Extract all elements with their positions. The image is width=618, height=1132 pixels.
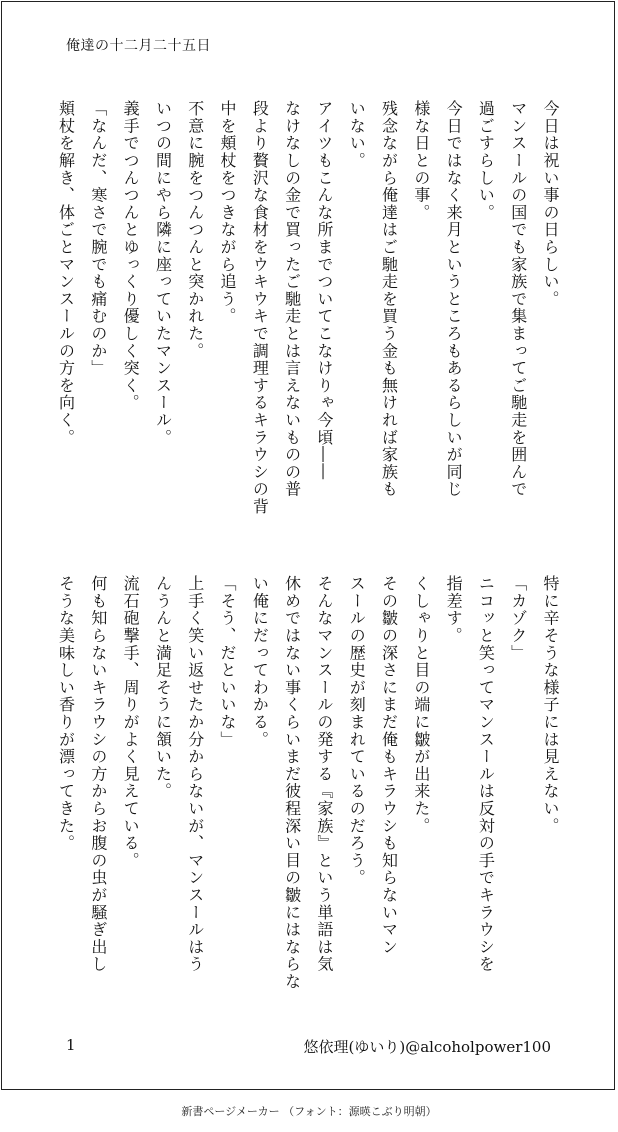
text-line: ニコッと笑ってマンスールは反対の手でキラウシを: [476, 575, 496, 973]
text-line: 義手でつんつんとゆっくり優しく突く。: [121, 100, 141, 412]
page-title: 俺達の十二月二十五日: [66, 38, 211, 54]
text-line: アイツもこんな所までついてこなけりゃ今頃――: [314, 100, 334, 481]
text-line: 不意に腕をつんつんと突かれた。: [185, 100, 205, 360]
text-line: そうな美味しい香りが漂ってきた。: [56, 575, 76, 852]
text-block-bottom: [49, 575, 566, 1005]
text-line: 今日ではなく来月というところもあるらしいが同じ: [444, 100, 464, 498]
text-line: 頬杖を解き、体ごとマンスールの方を向く。: [56, 100, 76, 446]
text-line: その皺の深さにまだ俺もキラウシも知らないマン: [379, 575, 399, 956]
text-line: んうんと満足そうに頷いた。: [153, 575, 173, 800]
text-line: マンスールの国でも家族で集まってご馳走を囲んで: [508, 100, 528, 498]
author-credit: 悠依理(ゆいり)@alcoholpower100: [303, 1038, 551, 1056]
text-line: 「そう、だといいな」: [218, 575, 238, 748]
text-line: いない。: [347, 100, 367, 170]
page-number: 1: [66, 1036, 76, 1054]
text-line: 休めではない事くらいまだ彼程深い目の皺にはならな: [282, 575, 302, 991]
text-line: 残念ながら俺達はご馳走を買う金も無ければ家族も: [379, 100, 399, 498]
text-line: 上手く笑い返せたか分からないが、マンスールはう: [185, 575, 205, 973]
text-line: 様な日との事。: [411, 100, 431, 222]
text-line: 「なんだ、寒さで腕でも痛むのか」: [88, 100, 108, 377]
text-line: 今日は祝い事の日らしい。: [541, 100, 560, 308]
text-block-top: [49, 100, 566, 530]
text-line: いつの間にやら隣に座っていたマンスール。: [153, 100, 173, 446]
text-line: 「カゾク」: [508, 575, 528, 662]
text-line: 中を頬杖をつきながら追う。: [218, 100, 238, 325]
text-line: 何も知らないキラウシの方からお腹の虫が騒ぎ出し: [88, 575, 108, 973]
text-line: そんなマンスールの発する『家族』という単語は気: [314, 575, 334, 973]
text-line: 段より贅沢な食材をウキウキで調理するキラウシの背: [250, 100, 270, 516]
text-line: 過ごすらしい。: [476, 100, 496, 222]
text-line: なけなしの金で買ったご馳走とは言えないものの普: [282, 100, 302, 498]
text-line: い俺にだってわかる。: [250, 575, 270, 748]
text-line: 特に辛そうな様子には見えない。: [541, 575, 560, 835]
text-line: スールの歴史が刻まれているのだろう。: [347, 575, 367, 887]
text-line: 指差す。: [444, 575, 464, 645]
generator-credit: 新書ページメーカー （フォント：源暎こぶり明朝）: [181, 1105, 437, 1118]
text-line: 流石砲撃手、周りがよく見えている。: [121, 575, 141, 870]
text-line: くしゃりと目の端に皺が出来た。: [411, 575, 431, 835]
